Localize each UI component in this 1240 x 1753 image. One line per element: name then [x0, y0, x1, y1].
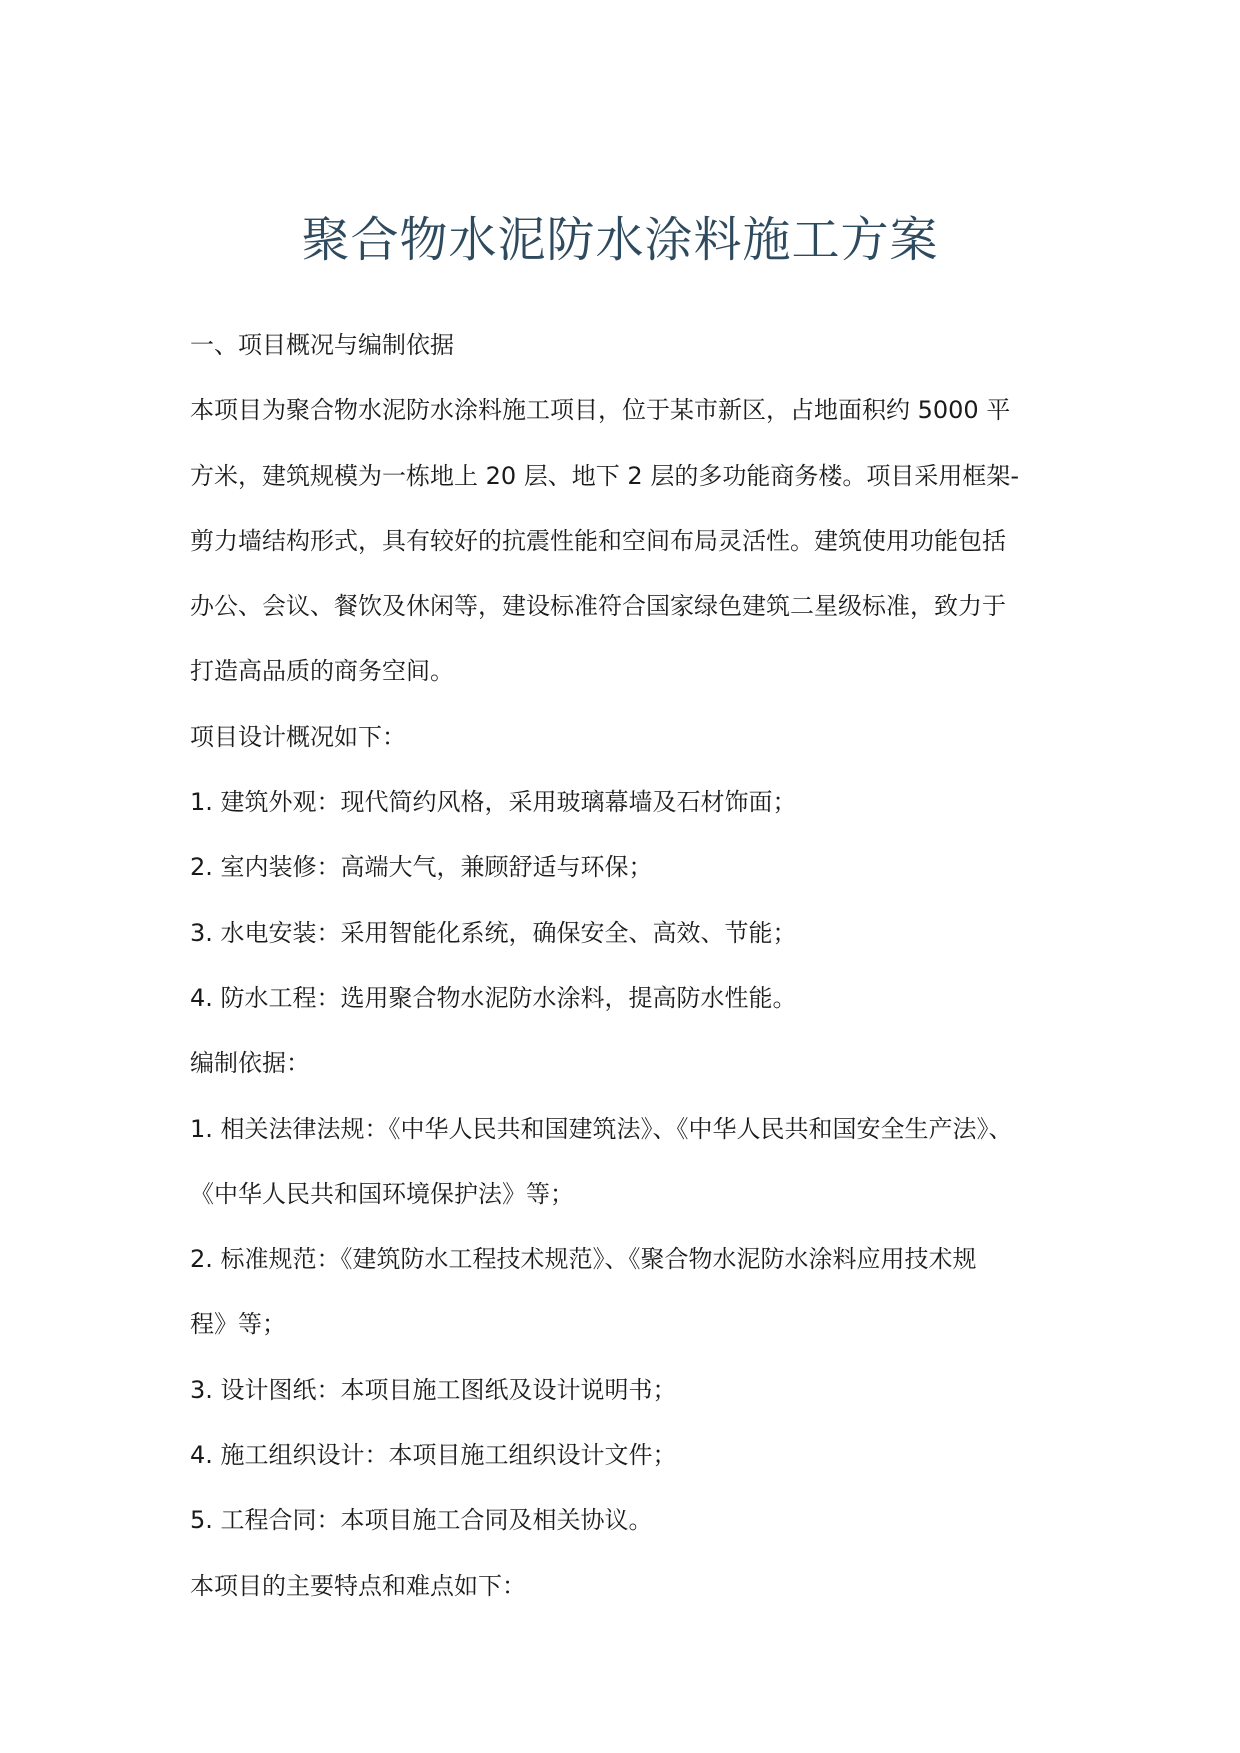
- list-item: 4. 防水工程：选用聚合物水泥防水涂料，提高防水性能。: [190, 983, 797, 1012]
- paragraph-line: 本项目为聚合物水泥防水涂料施工项目，位于某市新区，占地面积约 5000 平: [190, 396, 1011, 425]
- list-item: 3. 水电安装：采用智能化系统，确保安全、高效、节能；: [190, 918, 797, 947]
- list-item: 4. 施工组织设计：本项目施工组织设计文件；: [190, 1441, 677, 1470]
- document-body: [190, 313, 1060, 1619]
- paragraph-line: 剪力墙结构形式，具有较好的抗震性能和空间布局灵活性。建筑使用功能包括: [190, 526, 1006, 555]
- list-item: 2. 标准规范：《建筑防水工程技术规范》、《聚合物水泥防水涂料应用技术规: [190, 1245, 977, 1274]
- list-item: 1. 建筑外观：现代简约风格，采用玻璃幕墙及石材饰面；: [190, 788, 797, 817]
- paragraph-line: 办公、会议、餐饮及休闲等，建设标准符合国家绿色建筑二星级标准，致力于: [190, 592, 1006, 621]
- document-title: 聚合物水泥防水涂料施工方案: [301, 212, 939, 268]
- list-item: 3. 设计图纸：本项目施工图纸及设计说明书；: [190, 1375, 677, 1404]
- list-item-continuation: 程》等；: [190, 1310, 286, 1339]
- subheading-line: 本项目的主要特点和难点如下：: [190, 1571, 526, 1600]
- subheading-line: 编制依据：: [190, 1049, 310, 1078]
- list-item: 5. 工程合同：本项目施工合同及相关协议。: [190, 1506, 653, 1535]
- list-item-continuation: 《中华人民共和国环境保护法》等；: [190, 1179, 574, 1208]
- list-item: 1. 相关法律法规：《中华人民共和国建筑法》、《中华人民共和国安全生产法》、: [190, 1114, 1013, 1143]
- section-heading: 一、项目概况与编制依据: [190, 331, 454, 359]
- paragraph-line: 方米，建筑规模为一栋地上 20 层、地下 2 层的多功能商务楼。项目采用框架-: [190, 461, 1019, 490]
- list-item: 2. 室内装修：高端大气，兼顾舒适与环保；: [190, 853, 653, 882]
- paragraph-line: 打造高品质的商务空间。: [190, 657, 454, 686]
- subheading-line: 项目设计概况如下：: [190, 722, 406, 751]
